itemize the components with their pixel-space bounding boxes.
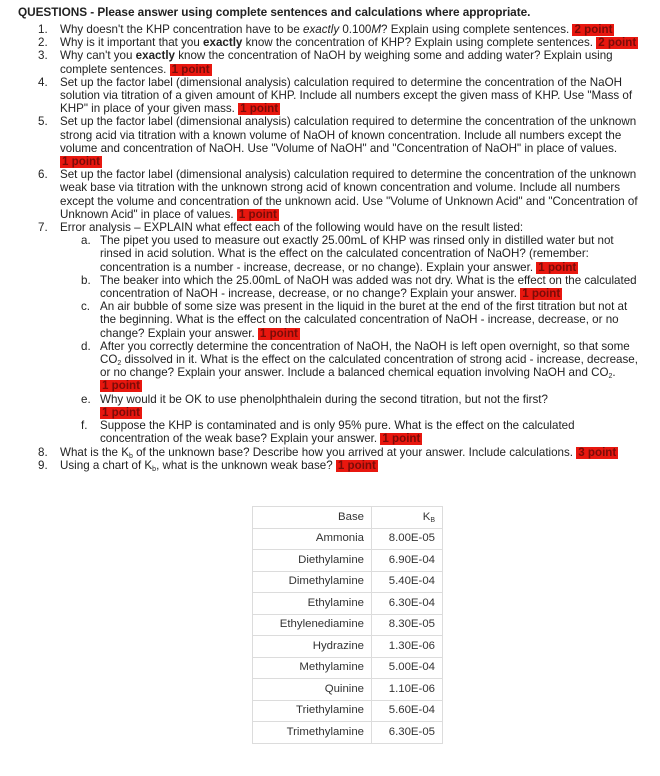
- question-3: [0, 49, 640, 75]
- kb-value: 1.30E-06: [372, 636, 443, 658]
- question-number: 6.: [38, 168, 48, 182]
- question-text: ? Explain using complete sentences.: [381, 23, 573, 36]
- table-row: [253, 528, 443, 550]
- question-7c: [0, 300, 640, 340]
- header-kb: [372, 507, 443, 529]
- header-kb-label: K: [422, 510, 431, 523]
- emphasis: exactly: [135, 49, 175, 63]
- table-row: [253, 571, 443, 593]
- kb-value: 6.30E-05: [372, 722, 443, 744]
- question-text: Set up the factor label (dimensional analysis) calculation required to determine the concentration of the unknown weak base via titration with the unknown strong acid of known concentration and volume. Include all numbers except the volume and concentration of the unknown acid. Use "Volume of Unknown Acid" and "Concentration of Unknown Acid" in place of values.: [60, 168, 638, 221]
- question-text: know the concentration of KHP? Explain using complete sentences.: [242, 36, 597, 50]
- question-text: Set up the factor label (dimensional analysis) calculation required to determine the concentration of the unknown strong acid via titration with a known volume of NaOH of known concentration. Include all numbers except the volume and concentration of NaOH. Use "Volume of NaOH" and "Concentration of NaOH" in place of values.: [60, 115, 637, 155]
- kb-value: 5.40E-04: [372, 571, 443, 593]
- question-text: Using a chart of K: [60, 458, 153, 472]
- question-text: 0.100: [339, 23, 372, 36]
- sub-letter: c.: [81, 300, 91, 314]
- kb-value: 5.60E-04: [372, 700, 443, 722]
- table-row: [253, 679, 443, 701]
- question-text: know the concentration of NaOH by weighing some and adding water? Explain using complete sentences.: [60, 49, 613, 76]
- question-text: The pipet you used to measure out exactly 25.00mL of KHP was rinsed only in distilled water but not rinsed in acid solution. What is the effect on the calculated concentration of NaOH? (remember: concentration is a number - increase, decrease, or no change). Explain your answer.: [100, 234, 614, 274]
- base-name: Trimethylamine: [253, 722, 372, 744]
- question-1: [0, 23, 640, 36]
- question-7b: [0, 274, 640, 300]
- points-badge: 1 point: [382, 432, 421, 446]
- sub-letter: f.: [81, 419, 88, 433]
- base-name: Diethylamine: [253, 550, 372, 572]
- error-analysis-list: [60, 234, 640, 445]
- question-number: 1.: [38, 23, 48, 36]
- base-name: Triethylamine: [253, 700, 372, 722]
- emphasis: exactly: [303, 23, 340, 36]
- question-9: [0, 459, 640, 472]
- sub-letter: b.: [81, 273, 91, 287]
- question-2: [0, 36, 640, 49]
- points-badge: 1 point: [102, 379, 140, 393]
- table-row: [253, 722, 443, 744]
- subscript: b: [128, 452, 133, 460]
- question-number: 8.: [38, 445, 48, 459]
- question-number: 9.: [38, 458, 48, 472]
- emphasis: exactly: [203, 36, 243, 50]
- base-name: Dimethylamine: [253, 571, 372, 593]
- question-7e: [0, 393, 640, 419]
- sub-letter: a.: [81, 234, 91, 248]
- kb-value: 8.30E-05: [372, 614, 443, 636]
- table-row: [253, 700, 443, 722]
- question-text: After you correctly determine the concentration of NaOH, the NaOH is left open overnight, so that some CO: [100, 339, 630, 367]
- points-badge: 1 point: [522, 287, 561, 301]
- question-text: Why can't you: [60, 49, 136, 63]
- question-4: [0, 76, 640, 116]
- table-row: [253, 550, 443, 572]
- subscript: 2: [117, 360, 122, 368]
- question-number: 3.: [38, 49, 48, 63]
- base-name: Methylamine: [253, 657, 372, 679]
- kb-value: 8.00E-05: [372, 528, 443, 550]
- question-number: 2.: [38, 36, 48, 50]
- points-badge: 1 point: [337, 458, 376, 472]
- subscript: B: [430, 516, 435, 524]
- question-text: Suppose the KHP is contaminated and is only 95% pure. What is the effect on the calculated concentration of the weak base? Explain your answer.: [100, 419, 575, 446]
- question-text: of the unknown base? Describe how you arrived at your answer. Include calculations.: [132, 445, 577, 459]
- question-list: [0, 23, 640, 472]
- question-text: The beaker into which the 25.00mL of NaOH was added was not dry. What is the effect on the calculated concentration of NaOH - increase, decrease, or no change? Explain your answer.: [100, 273, 637, 301]
- points-badge: 1 point: [62, 155, 100, 169]
- question-text: Error analysis – EXPLAIN what effect each of the following would have on the result listed:: [60, 221, 524, 235]
- points-badge: 1 point: [240, 102, 279, 116]
- table-row: [253, 636, 443, 658]
- points-badge: 1 point: [259, 326, 298, 340]
- kb-value: 5.00E-04: [372, 657, 443, 679]
- question-text: dissolved in it. What is the effect on the calculated concentration of strong acid - increase, decrease, or no change? Explain your answer. Include a balanced chemical equation involving NaOH and CO: [100, 353, 638, 380]
- points-badge: 1 point: [102, 405, 140, 419]
- question-7d: [0, 340, 640, 393]
- subscript: b: [152, 465, 157, 473]
- points-badge: 3 point: [578, 445, 617, 459]
- points-badge: 1 point: [238, 207, 277, 221]
- base-name: Quinine: [253, 679, 372, 701]
- question-7f: [0, 419, 640, 445]
- subscript: 2: [608, 373, 613, 381]
- question-text: Set up the factor label (dimensional analysis) calculation required to determine the concentration of the NaOH solution via titration of a given amount of KHP. Include all numbers except the given mass of KHP. Use "Mass of KHP" in place of your given mass.: [60, 75, 633, 116]
- kb-value: 6.90E-04: [372, 550, 443, 572]
- base-name: Ammonia: [253, 528, 372, 550]
- question-5: [0, 115, 640, 168]
- table-row: [253, 657, 443, 679]
- question-text: Why doesn't the KHP concentration have to be: [60, 23, 304, 36]
- kb-value: 1.10E-06: [372, 679, 443, 701]
- kb-table: [252, 506, 443, 744]
- table-row: [253, 614, 443, 636]
- points-badge: 2 point: [574, 23, 613, 36]
- table-row: [253, 593, 443, 615]
- question-8: [0, 446, 640, 459]
- base-name: Ethylamine: [253, 593, 372, 615]
- kb-value: 6.30E-04: [372, 593, 443, 615]
- questions-heading: QUESTIONS - Please answer using complete sentences and calculations where appropriate.: [18, 5, 531, 19]
- table-header-row: [253, 507, 443, 529]
- question-text: Why would it be OK to use phenolphthalein during the second titration, but not the first?: [100, 392, 548, 406]
- question-text: Why is it important that you: [60, 36, 204, 50]
- question-number: 7.: [38, 221, 48, 235]
- base-name: Hydrazine: [253, 636, 372, 658]
- question-text: , what is the unknown weak base?: [156, 458, 336, 472]
- question-6: [0, 168, 640, 221]
- points-badge: 2 point: [598, 36, 637, 50]
- sub-letter: e.: [81, 392, 91, 406]
- emphasis: M: [371, 23, 382, 36]
- points-badge: 1 point: [538, 260, 577, 274]
- question-7: [0, 221, 640, 445]
- question-text: An air bubble of some size was present in the liquid in the buret at the end of the first titration but not at the beginning. What is the effect on the calculated concentration of NaOH - increase, decrease, or no change? Explain your answer.: [100, 300, 628, 340]
- question-number: 5.: [38, 115, 48, 129]
- sub-letter: d.: [81, 339, 91, 353]
- header-base: Base: [253, 507, 372, 529]
- question-text: What is the K: [60, 445, 129, 459]
- question-text: .: [612, 366, 616, 380]
- base-name: Ethylenediamine: [253, 614, 372, 636]
- question-number: 4.: [38, 75, 48, 89]
- question-7a: [0, 234, 640, 274]
- points-badge: 1 point: [171, 62, 210, 76]
